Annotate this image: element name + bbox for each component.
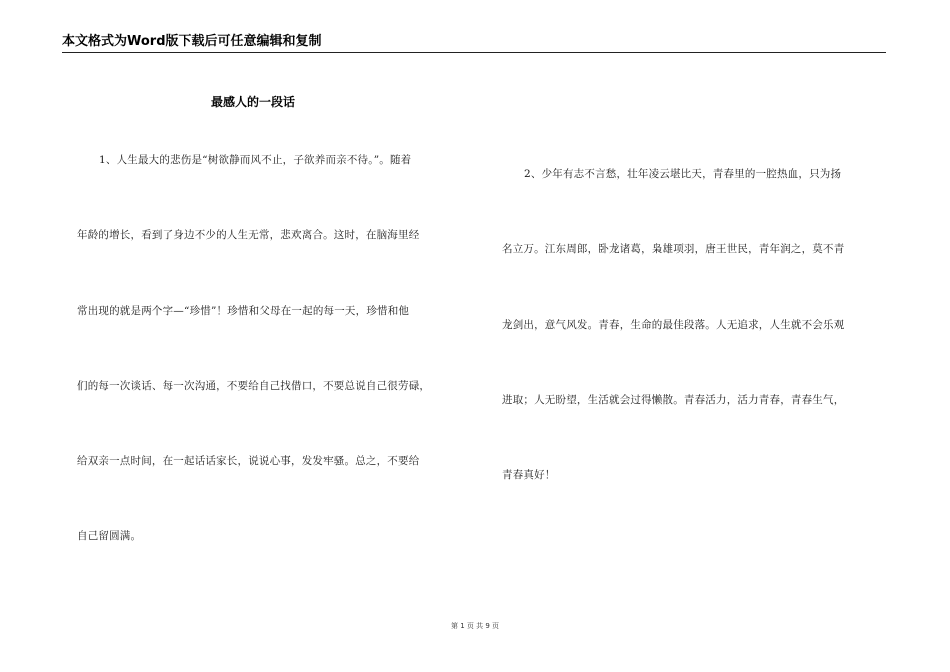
header-text: 本文格式为Word版下载后可任意编辑和复制	[62, 34, 322, 49]
paragraph-line: 2、少年有志不言愁，壮年凌云堪比天，青春里的一腔热血，只为扬	[524, 168, 842, 180]
paragraph-line: 们的每一次谈话、每一次沟通，不要给自己找借口，不要总说自己很劳碌，	[77, 380, 431, 392]
paragraph-line: 给双亲一点时间，在一起话话家长，说说心事，发发牢骚。总之，不要给	[77, 455, 420, 467]
document-title: 最感人的一段话	[211, 95, 296, 109]
paragraph-line: 常出现的就是两个字—“珍惜”！珍惜和父母在一起的每一天，珍惜和他	[77, 305, 410, 317]
paragraph-line: 青春真好！	[502, 469, 556, 481]
paragraph-line: 1、人生最大的悲伤是“树欲静而风不止，子欲养而亲不待。”。随着	[99, 154, 412, 166]
paragraph-line: 名立万。江东周郎，卧龙诸葛，枭雄项羽，唐王世民，青年润之，莫不青	[502, 243, 845, 255]
paragraph-line: 进取；人无盼望，生活就会过得懒散。青春活力，活力青春，青春生气，	[502, 394, 845, 406]
paragraph-line: 自己留圆满。	[77, 530, 142, 542]
paragraph-line: 年龄的增长，看到了身边不少的人生无常，悲欢离合。这时，在脑海里经	[77, 229, 420, 241]
page-number: 第 1 页 共 9 页	[450, 622, 500, 630]
page-header	[62, 34, 886, 53]
paragraph-line: 龙剑出，意气风发。青春，生命的最佳段落。人无追求，人生就不会乐观	[502, 319, 845, 331]
